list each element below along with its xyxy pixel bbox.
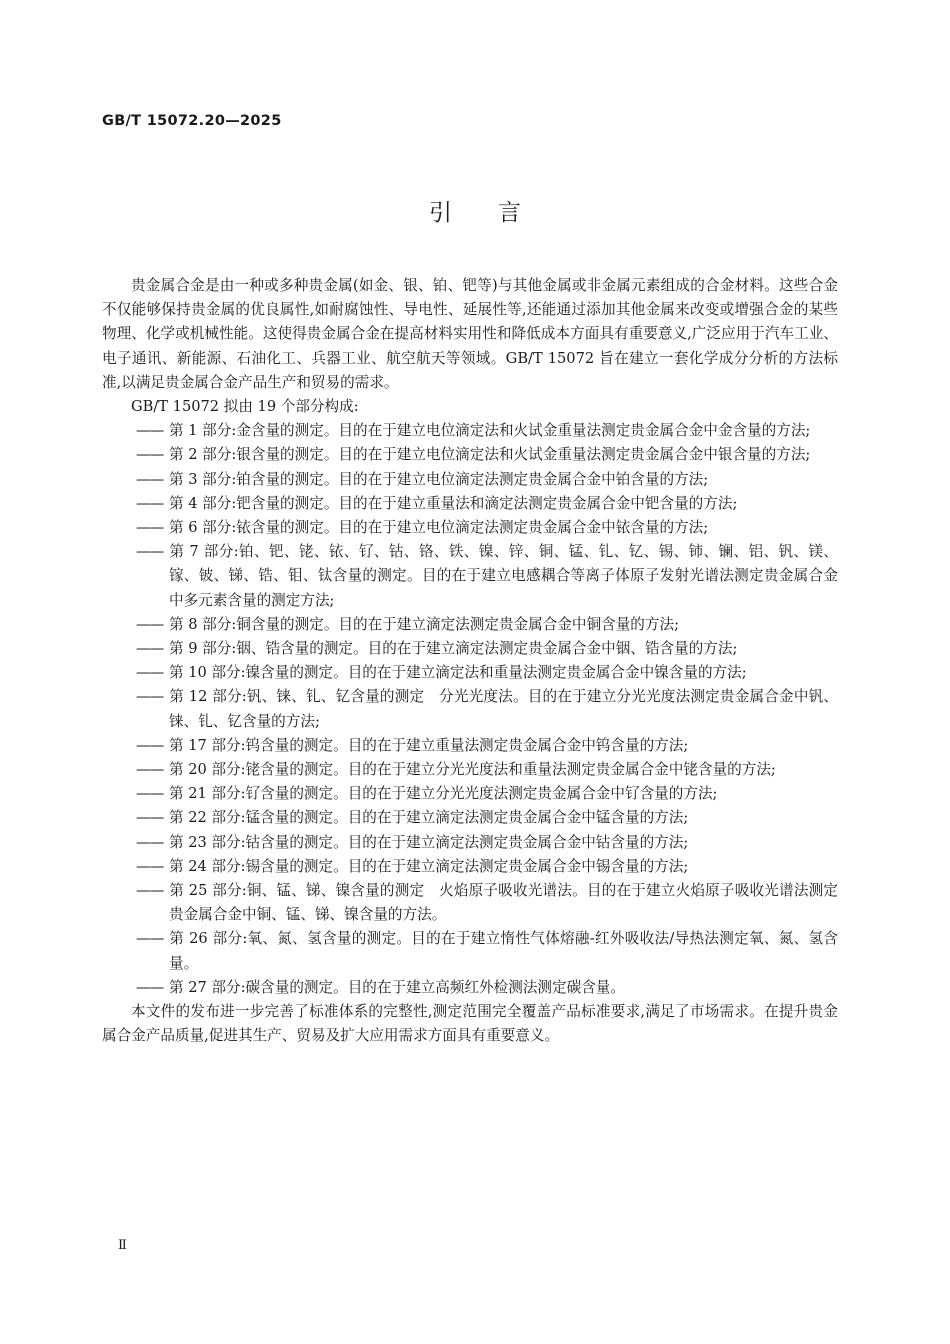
dash-marker: —— (136, 857, 164, 875)
list-item-text: 第 26 部分:氧、氮、氢含量的测定。目的在于建立惰性气体熔融-红外吸收法/导热法测定氧、氮、氢含量。 (169, 930, 838, 972)
dash-marker: —— (136, 978, 164, 996)
dash-marker: —— (136, 688, 164, 706)
list-item-text: 第 2 部分:银含量的测定。目的在于建立电位滴定法和火试金重量法测定贵金属合金中银含量的方法; (169, 446, 811, 464)
document-body (102, 274, 838, 1049)
list-item-text: 第 27 部分:碳含量的测定。目的在于建立高频红外检测法测定碳含量。 (169, 978, 625, 996)
parts-list (102, 419, 838, 1000)
dash-marker: —— (136, 930, 164, 948)
dash-marker: —— (136, 809, 164, 827)
list-item (102, 419, 838, 443)
list-item-text: 第 21 部分:钌含量的测定。目的在于建立分光光度法测定贵金属合金中钌含量的方法; (169, 785, 718, 803)
list-item-text: 第 20 部分:铑含量的测定。目的在于建立分光光度法和重量法测定贵金属合金中铑含量的方法; (169, 761, 776, 779)
list-item (102, 758, 838, 782)
dash-marker: —— (136, 519, 164, 537)
list-item (102, 443, 838, 467)
list-item (102, 927, 838, 975)
list-item (102, 492, 838, 516)
list-item (102, 661, 838, 685)
list-item (102, 831, 838, 855)
dash-marker: —— (136, 761, 164, 779)
list-item (102, 879, 838, 927)
list-item-text: 第 9 部分:铟、锆含量的测定。目的在于建立滴定法测定贵金属合金中铟、锆含量的方法; (169, 640, 738, 658)
dash-marker: —— (136, 494, 164, 512)
list-item (102, 685, 838, 733)
list-item-text: 第 8 部分:铜含量的测定。目的在于建立滴定法测定贵金属合金中铜含量的方法; (169, 615, 679, 633)
list-item (102, 516, 838, 540)
list-item (102, 976, 838, 1000)
list-item (102, 540, 838, 613)
standard-number: GB/T 15072.20—2025 (102, 113, 282, 129)
dash-marker: —— (136, 422, 164, 440)
list-item-text: 第 3 部分:铂含量的测定。目的在于建立电位滴定法测定贵金属合金中铂含量的方法; (169, 470, 709, 488)
list-item-text: 第 1 部分:金含量的测定。目的在于建立电位滴定法和火试金重量法测定贵金属合金中金含量的方法; (169, 422, 811, 440)
dash-marker: —— (136, 543, 164, 561)
page-number: Ⅱ (118, 1238, 127, 1253)
list-item (102, 637, 838, 661)
list-item (102, 613, 838, 637)
page-title: 引言 (429, 200, 567, 226)
list-item-text: 第 12 部分:钒、铼、钆、钇含量的测定 分光光度法。目的在于建立分光光度法测定贵金属合金中钒、铼、钆、钇含量的方法; (169, 688, 838, 730)
list-item-text: 第 6 部分:铱含量的测定。目的在于建立电位滴定法测定贵金属合金中铱含量的方法; (169, 519, 709, 537)
list-item-text: 第 4 部分:钯含量的测定。目的在于建立重量法和滴定法测定贵金属合金中钯含量的方法; (169, 494, 738, 512)
list-item-text: 第 22 部分:锰含量的测定。目的在于建立滴定法测定贵金属合金中锰含量的方法; (169, 809, 689, 827)
parts-intro: GB/T 15072 拟由 19 个部分构成: (131, 398, 359, 416)
dash-marker: —— (136, 833, 164, 851)
dash-marker: —— (136, 446, 164, 464)
dash-marker: —— (136, 664, 164, 682)
list-item-text: 第 17 部分:钨含量的测定。目的在于建立重量法测定贵金属合金中钨含量的方法; (169, 736, 689, 754)
list-item (102, 734, 838, 758)
list-item-text: 第 7 部分:铂、钯、铑、铱、钌、钴、铬、铁、镍、锌、铜、锰、钆、钇、锡、铈、镧、铝、钒、镁、镓、铍、锑、锆、钼、钛含量的测定。目的在于建立电感耦合等离子体原子发射光谱法测定贵金属合金中多元素含量的测定方法; (169, 543, 838, 609)
dash-marker: —— (136, 785, 164, 803)
list-item-text: 第 24 部分:锡含量的测定。目的在于建立滴定法测定贵金属合金中锡含量的方法; (169, 857, 689, 875)
list-item-text: 第 23 部分:钴含量的测定。目的在于建立滴定法测定贵金属合金中钴含量的方法; (169, 833, 689, 851)
closing-paragraph: 本文件的发布进一步完善了标准体系的完整性,测定范围完全覆盖产品标准要求,满足了市场需求。在提升贵金属合金产品质量,促进其生产、贸易及扩大应用需求方面具有重要意义。 (102, 1003, 838, 1045)
list-item-text: 第 25 部分:铜、锰、锑、镍含量的测定 火焰原子吸收光谱法。目的在于建立火焰原子吸收光谱法测定贵金属合金中铜、锰、锑、镍含量的方法。 (169, 882, 838, 924)
dash-marker: —— (136, 736, 164, 754)
list-item (102, 855, 838, 879)
dash-marker: —— (136, 615, 164, 633)
intro-paragraph: 贵金属合金是由一种或多种贵金属(如金、银、铂、钯等)与其他金属或非金属元素组成的合金材料。这些合金不仅能够保持贵金属的优良属性,如耐腐蚀性、导电性、延展性等,还能通过添加其他金属来改变或增强合金的某些物理、化学或机械性能。这使得贵金属合金在提高材料实用性和降低成本方面具有重要意义,广泛应用于汽车工业、电子通讯、新能源、石油化工、兵器工业、航空航天等领域。GB/T 15072 旨在建立一套化学成分分析的方法标准,以满足贵金属合金产品生产和贸易的需求。 (102, 277, 838, 391)
list-item (102, 806, 838, 830)
list-item (102, 468, 838, 492)
list-item (102, 782, 838, 806)
list-item-text: 第 10 部分:镍含量的测定。目的在于建立滴定法和重量法测定贵金属合金中镍含量的方法; (169, 664, 747, 682)
dash-marker: —— (136, 640, 164, 658)
dash-marker: —— (136, 882, 164, 900)
dash-marker: —— (136, 470, 164, 488)
